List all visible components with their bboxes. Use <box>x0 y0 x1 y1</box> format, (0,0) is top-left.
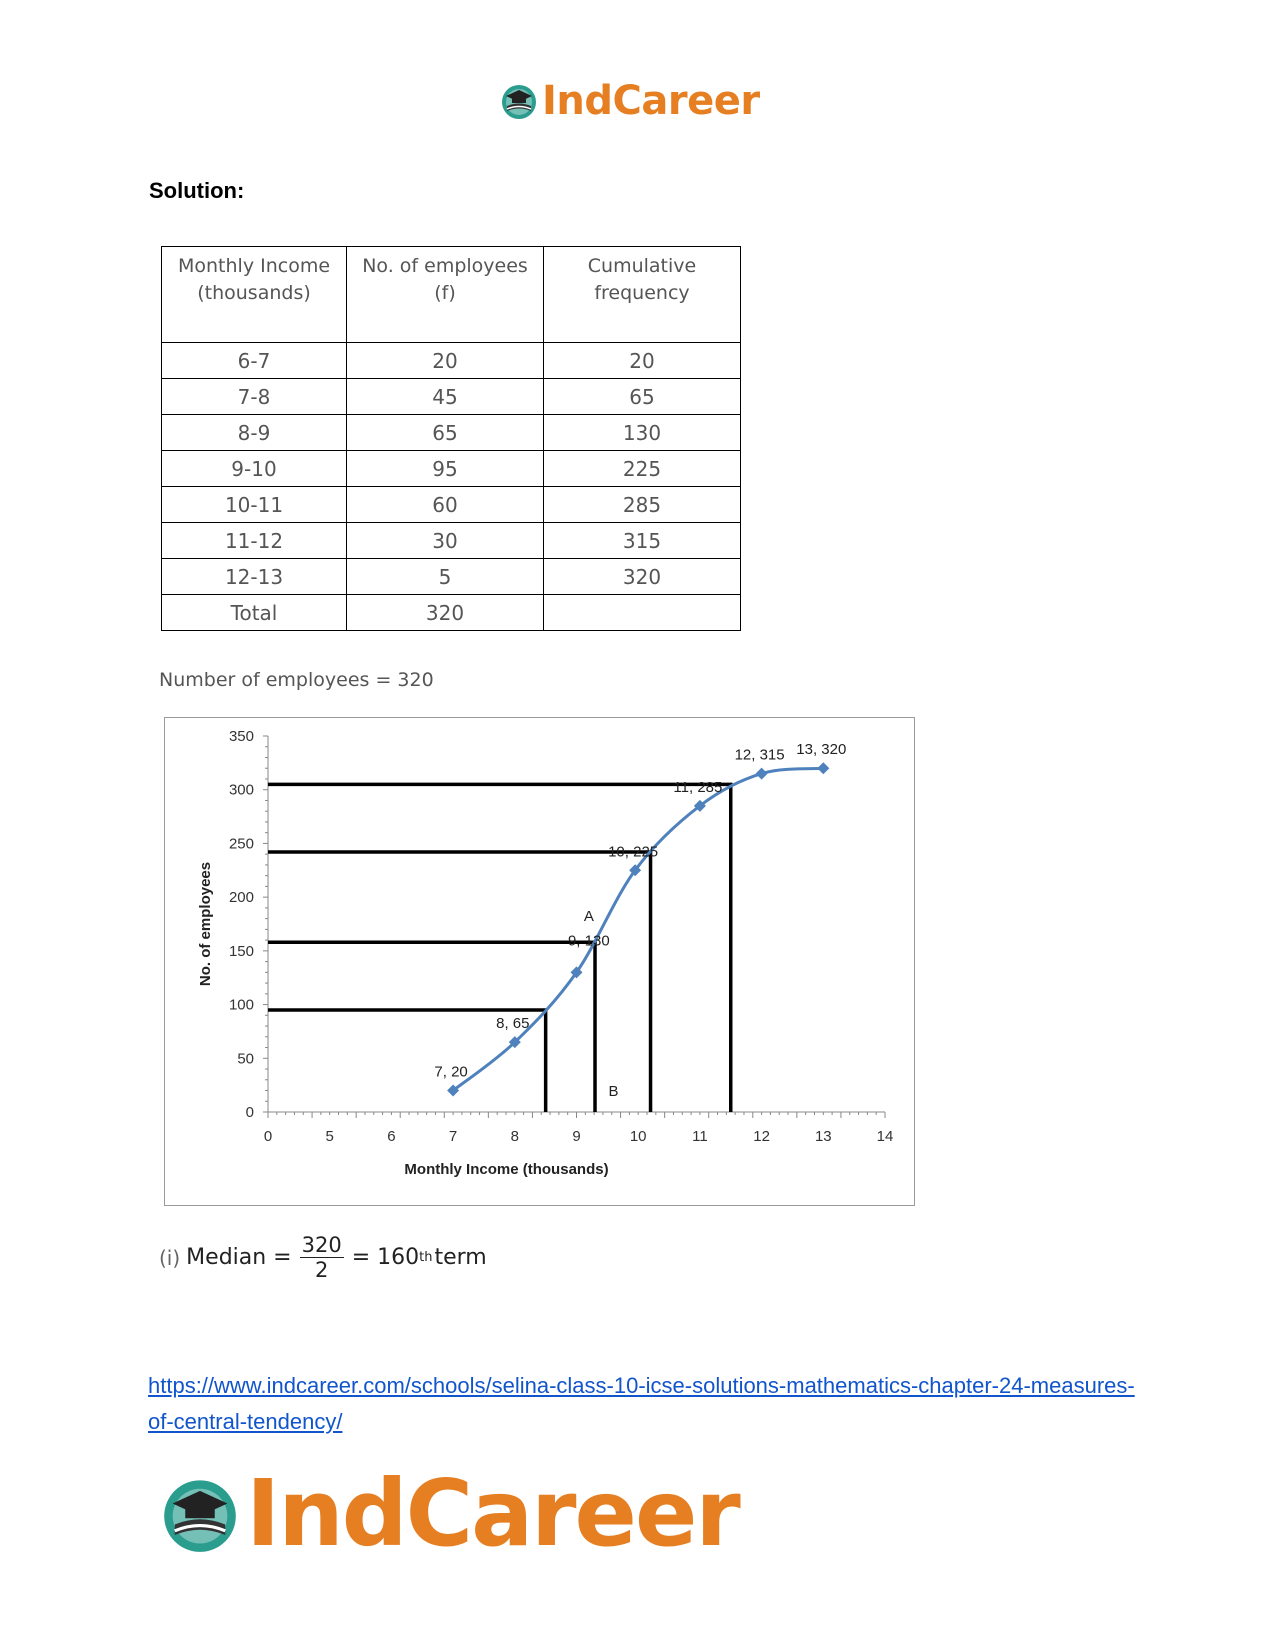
book-graduation-cap-icon <box>500 82 538 120</box>
table-cell: 225 <box>544 451 741 487</box>
table-row <box>162 595 741 631</box>
data-label: 13, 320 <box>796 741 847 759</box>
median-superscript: th <box>419 1250 433 1265</box>
x-tick-label: 7 <box>448 1128 458 1145</box>
table-row <box>162 415 741 451</box>
table-cell: 65 <box>347 415 544 451</box>
x-tick-label: 5 <box>325 1128 334 1145</box>
table-row <box>162 451 741 487</box>
y-tick-label: 250 <box>228 835 254 853</box>
solution-heading: Solution: <box>149 178 245 203</box>
source-link[interactable]: https://www.indcareer.com/schools/selina-class-10-icse-solutions-mathematics-chapter-24-measures-of-central-tendency/ <box>148 1373 1135 1434</box>
median-denominator: 2 <box>314 1258 329 1282</box>
table-header-row <box>162 247 741 343</box>
table-row <box>162 343 741 379</box>
table-cell: 285 <box>544 487 741 523</box>
table-cell: 6-7 <box>162 343 347 379</box>
median-label: Median = <box>186 1245 292 1270</box>
annotation-label: A <box>583 907 594 925</box>
table-cell: 20 <box>544 343 741 379</box>
column-header-income: Monthly Income (thousands) <box>162 247 347 343</box>
x-axis-title: Monthly Income (thousands) <box>404 1161 609 1178</box>
table-cell: 315 <box>544 523 741 559</box>
x-tick-label: 6 <box>387 1128 396 1145</box>
table-cell: Total <box>162 595 347 631</box>
y-axis-title: No. of employees <box>197 861 214 987</box>
logo-text: IndCareer <box>542 78 760 124</box>
table-cell: 130 <box>544 415 741 451</box>
table-cell: 30 <box>347 523 544 559</box>
table-cell: 7-8 <box>162 379 347 415</box>
data-label: 12, 315 <box>734 746 785 764</box>
data-point <box>817 762 829 774</box>
x-tick-label: 8 <box>510 1128 519 1145</box>
reference-line <box>268 784 731 1112</box>
table-cell: 65 <box>544 379 741 415</box>
x-tick-label: 0 <box>263 1128 273 1145</box>
x-tick-label: 12 <box>753 1128 770 1145</box>
annotation-label: B <box>608 1082 619 1100</box>
median-numerator: 320 <box>301 1233 342 1257</box>
annotation-label: 9, 130 <box>567 932 610 950</box>
table-row <box>162 379 741 415</box>
table-cell: 95 <box>347 451 544 487</box>
x-tick-label: 14 <box>876 1128 894 1145</box>
y-tick-label: 50 <box>237 1050 254 1068</box>
ogive-chart <box>164 717 915 1206</box>
median-suffix: term <box>434 1245 487 1270</box>
table-row <box>162 559 741 595</box>
y-tick-label: 200 <box>228 889 254 907</box>
table-cell: 45 <box>347 379 544 415</box>
table-cell: 11-12 <box>162 523 347 559</box>
data-label: 7, 20 <box>434 1063 468 1081</box>
table-cell: 8-9 <box>162 415 347 451</box>
table-row <box>162 487 741 523</box>
y-tick-label: 150 <box>228 942 254 960</box>
book-graduation-cap-icon <box>160 1474 240 1554</box>
x-tick-label: 13 <box>814 1128 832 1145</box>
table-cell: 9-10 <box>162 451 347 487</box>
logo-text: IndCareer <box>246 1460 739 1567</box>
x-tick-label: 10 <box>629 1128 647 1145</box>
series-line <box>453 768 823 1090</box>
column-header-employees: No. of employees (f) <box>347 247 544 343</box>
median-result: = 160 <box>351 1245 420 1270</box>
table-row <box>162 523 741 559</box>
y-tick-label: 100 <box>228 996 254 1014</box>
table-cell: 10-11 <box>162 487 347 523</box>
median-prefix: (i) <box>159 1245 181 1270</box>
table-cell: 20 <box>347 343 544 379</box>
table-cell: 320 <box>544 559 741 595</box>
table-cell: 320 <box>347 595 544 631</box>
x-tick-label: 11 <box>692 1128 708 1145</box>
frequency-table <box>161 246 741 631</box>
y-tick-label: 300 <box>228 781 254 799</box>
table-cell: 60 <box>347 487 544 523</box>
x-tick-label: 9 <box>572 1128 581 1145</box>
median-fraction <box>300 1233 344 1282</box>
table-cell: 5 <box>347 559 544 595</box>
y-tick-label: 350 <box>228 728 254 745</box>
ogive-chart-svg <box>165 718 916 1207</box>
data-point <box>756 768 768 780</box>
top-logo <box>500 78 760 124</box>
data-label: 8, 65 <box>496 1015 530 1033</box>
table-cell: 12-13 <box>162 559 347 595</box>
data-label: 10, 225 <box>608 843 659 861</box>
number-of-employees-text: Number of employees = 320 <box>159 669 434 691</box>
table-cell <box>544 595 741 631</box>
y-tick-label: 0 <box>245 1104 254 1121</box>
data-label: 11, 285 <box>673 778 723 796</box>
column-header-cumulative: Cumulative frequency <box>544 247 741 343</box>
bottom-logo <box>160 1460 739 1567</box>
median-formula <box>159 1233 487 1282</box>
